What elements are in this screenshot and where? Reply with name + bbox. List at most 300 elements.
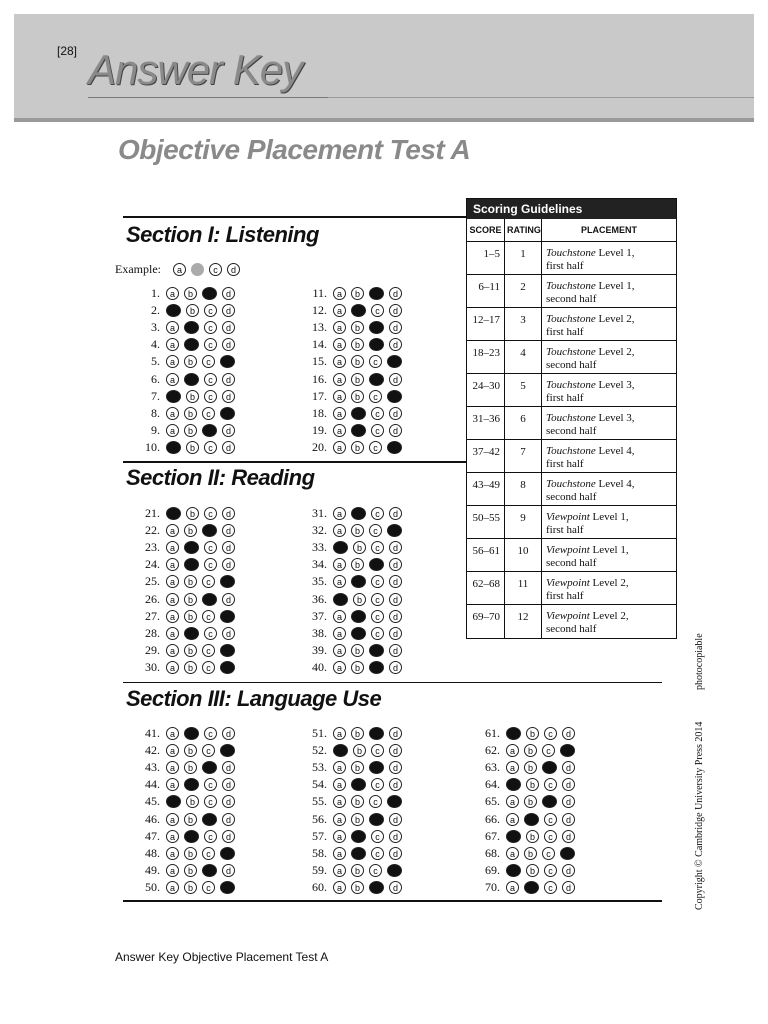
bubble-filled (220, 744, 235, 757)
bubble-b: b (184, 761, 197, 774)
question-number: 14. (312, 337, 327, 352)
answer-row (295, 573, 407, 590)
bubble-c: c (202, 610, 215, 623)
answer-row (128, 353, 240, 370)
bubble-filled (184, 830, 199, 843)
bubble-c: c (371, 610, 384, 623)
bubble-a: a (333, 627, 346, 640)
bubble-c: c (204, 541, 217, 554)
bubble-filled (333, 593, 348, 606)
question-number: 54. (312, 777, 327, 792)
bubble-d: d (222, 304, 235, 317)
bubble-b: b (184, 864, 197, 877)
question-number: 19. (312, 422, 327, 437)
bubble-b: b (186, 795, 199, 808)
placement: Touchstone Level 3, second half (546, 412, 635, 437)
bubble-filled (351, 778, 366, 791)
bubble-filled (351, 304, 366, 317)
bubble-filled (542, 761, 557, 774)
bubble-b: b (184, 424, 197, 437)
answer-row (468, 793, 580, 810)
answer-row (128, 591, 240, 608)
col-header-rating: RATING (505, 219, 542, 241)
bubble-c: c (544, 813, 557, 826)
bubble-c: c (204, 373, 217, 386)
answer-row (295, 759, 407, 776)
bubble-c: c (202, 661, 215, 674)
score-range: 31–36 (467, 407, 505, 439)
rating: 7 (505, 440, 542, 472)
bubble-a: a (166, 373, 179, 386)
question-number: 30. (145, 659, 160, 674)
question-number: 1. (151, 286, 160, 300)
bubble-c: c (369, 864, 382, 877)
bubble-filled (166, 441, 181, 454)
bubble-c: c (369, 441, 382, 454)
score-range: 24–30 (467, 374, 505, 406)
bubble-a: a (506, 847, 519, 860)
answer-row (128, 505, 240, 522)
placement: Touchstone Level 4, first half (546, 445, 635, 470)
answer-row (128, 811, 240, 828)
bubble-c: c (544, 830, 557, 843)
bubble-filled (560, 847, 575, 860)
answer-row (128, 845, 240, 862)
bubble-a: a (333, 373, 346, 386)
bubble-a: a (166, 778, 179, 791)
bubble-filled (184, 558, 199, 571)
question-number: 37. (312, 608, 327, 623)
answer-row (295, 371, 407, 388)
bubble-d: d (222, 795, 235, 808)
answer-row (128, 371, 240, 388)
question-number: 33. (312, 540, 327, 555)
bubble-filled (369, 373, 384, 386)
bubble-filled (220, 661, 235, 674)
bubble-a: a (333, 287, 346, 300)
bubble-c: c (371, 407, 384, 420)
scoring-row (467, 275, 676, 308)
answer-row (128, 422, 240, 439)
bubble-a: a (166, 321, 179, 334)
bubble-filled (166, 304, 181, 317)
bubble-filled (506, 830, 521, 843)
question-number: 48. (145, 845, 160, 860)
bubble-c: c (209, 263, 222, 276)
question-number: 39. (312, 642, 327, 657)
bubble-c: c (542, 744, 555, 757)
answer-row (128, 319, 240, 336)
bubble-c: c (204, 321, 217, 334)
answer-row (128, 776, 240, 793)
bubble-filled (202, 424, 217, 437)
bubble-filled (202, 813, 217, 826)
bubble-a: a (333, 390, 346, 403)
bubble-a: a (333, 644, 346, 657)
bubble-c: c (204, 304, 217, 317)
bubble-d: d (222, 524, 235, 537)
bubble-b: b (524, 761, 537, 774)
bubble-filled (333, 744, 348, 757)
bubble-a: a (333, 321, 346, 334)
bubble-b: b (351, 661, 364, 674)
scoring-table-heading: Scoring Guidelines (467, 199, 676, 219)
bubble-a: a (166, 524, 179, 537)
bubble-a: a (333, 558, 346, 571)
bubble-c: c (371, 778, 384, 791)
section-rule (123, 682, 662, 683)
bubble-b: b (184, 593, 197, 606)
bubble-filled (191, 263, 204, 276)
question-number: 3. (151, 320, 160, 335)
bubble-filled (560, 744, 575, 757)
bubble-filled (184, 373, 199, 386)
answer-row (128, 302, 240, 319)
bubble-d: d (222, 441, 235, 454)
question-number: 20. (312, 439, 327, 454)
bubble-c: c (202, 644, 215, 657)
bubble-filled (351, 830, 366, 843)
question-number: 9. (151, 422, 160, 437)
answer-row (295, 405, 407, 422)
bubble-a: a (166, 541, 179, 554)
bubble-d: d (222, 627, 235, 640)
question-number: 27. (145, 608, 160, 623)
rating: 9 (505, 506, 542, 538)
rating: 11 (505, 572, 542, 604)
bubble-d: d (222, 778, 235, 791)
bubble-filled (369, 558, 384, 571)
bubble-d: d (389, 575, 402, 588)
bubble-d: d (562, 881, 575, 894)
question-number: 18. (312, 405, 327, 420)
question-number: 31. (312, 506, 327, 520)
question-number: 41. (145, 726, 160, 740)
score-range: 50–55 (467, 506, 505, 538)
bubble-filled (506, 727, 521, 740)
bubble-a: a (166, 881, 179, 894)
bubble-c: c (371, 627, 384, 640)
bubble-b: b (184, 813, 197, 826)
bubble-b: b (351, 795, 364, 808)
bubble-d: d (389, 847, 402, 860)
bubble-c: c (204, 627, 217, 640)
bubble-c: c (204, 338, 217, 351)
bubble-a: a (166, 287, 179, 300)
rating: 4 (505, 341, 542, 373)
question-number: 61. (485, 726, 500, 740)
bubble-filled (369, 813, 384, 826)
bubble-filled (506, 778, 521, 791)
bubble-a: a (166, 727, 179, 740)
question-number: 62. (485, 743, 500, 758)
answer-row (128, 725, 240, 742)
bubble-a: a (166, 813, 179, 826)
answer-row (468, 811, 580, 828)
scoring-row (467, 440, 676, 473)
bubble-d: d (562, 778, 575, 791)
section-rule (123, 216, 466, 218)
bubble-d: d (389, 373, 402, 386)
scoring-row (467, 341, 676, 374)
placement: Touchstone Level 1, first half (546, 247, 635, 272)
bubble-c: c (202, 575, 215, 588)
bubble-d: d (222, 593, 235, 606)
bubble-b: b (351, 558, 364, 571)
bubble-b: b (524, 795, 537, 808)
question-number: 6. (151, 371, 160, 386)
answer-row (295, 539, 407, 556)
bubble-filled (369, 644, 384, 657)
bubble-d: d (389, 287, 402, 300)
bubble-d: d (389, 407, 402, 420)
placement: Viewpoint Level 2, first half (546, 577, 629, 602)
question-number: 7. (151, 388, 160, 403)
bubble-filled (333, 541, 348, 554)
section-reading-heading: Section II: Reading (126, 465, 315, 490)
bubble-d: d (222, 761, 235, 774)
bubble-c: c (371, 830, 384, 843)
answer-row (468, 776, 580, 793)
bubble-c: c (371, 575, 384, 588)
bubble-d: d (389, 830, 402, 843)
bubble-filled (202, 593, 217, 606)
bubble-a: a (333, 424, 346, 437)
bubble-filled (351, 407, 366, 420)
section-language-heading: Section III: Language Use (126, 686, 382, 711)
bubble-a: a (166, 407, 179, 420)
question-number: 2. (151, 303, 160, 318)
bubble-filled (202, 287, 217, 300)
bubble-d: d (222, 287, 235, 300)
answer-row (128, 625, 240, 642)
bubble-b: b (351, 524, 364, 537)
answer-row (128, 742, 240, 759)
bubble-d: d (389, 338, 402, 351)
bubble-b: b (186, 304, 199, 317)
question-number: 35. (312, 574, 327, 589)
bubble-a: a (333, 761, 346, 774)
placement: Touchstone Level 2, first half (546, 313, 635, 338)
bubble-a: a (506, 813, 519, 826)
bubble-a: a (333, 524, 346, 537)
bubble-b: b (184, 407, 197, 420)
rating: 1 (505, 242, 542, 274)
bubble-c: c (544, 864, 557, 877)
answer-row (128, 642, 240, 659)
scoring-table-body (467, 242, 676, 638)
question-number: 67. (485, 828, 500, 843)
scoring-table-header-row (467, 219, 676, 242)
bubble-c: c (204, 558, 217, 571)
bubble-a: a (333, 507, 346, 520)
answer-row (468, 828, 580, 845)
question-number: 12. (312, 303, 327, 318)
answer-row (128, 522, 240, 539)
bubble-d: d (389, 507, 402, 520)
answer-row (295, 811, 407, 828)
question-number: 68. (485, 845, 500, 860)
bubble-a: a (166, 424, 179, 437)
bubble-d: d (389, 727, 402, 740)
answer-row (295, 336, 407, 353)
bubble-filled (220, 355, 235, 368)
bubble-c: c (371, 304, 384, 317)
answer-row (128, 759, 240, 776)
score-range: 37–42 (467, 440, 505, 472)
bubble-b: b (351, 761, 364, 774)
placement: Viewpoint Level 2, second half (546, 610, 629, 635)
bubble-filled (184, 321, 199, 334)
placement: Viewpoint Level 1, first half (546, 511, 629, 536)
bubble-filled (184, 627, 199, 640)
bubble-d: d (222, 507, 235, 520)
bubble-filled (351, 575, 366, 588)
question-number: 40. (312, 659, 327, 674)
bubble-filled (369, 881, 384, 894)
bubble-d: d (562, 864, 575, 877)
score-range: 6–11 (467, 275, 505, 307)
question-number: 26. (145, 591, 160, 606)
bubble-b: b (184, 524, 197, 537)
bubble-c: c (371, 507, 384, 520)
bubble-b: b (524, 847, 537, 860)
question-number: 25. (145, 574, 160, 589)
question-number: 45. (145, 794, 160, 809)
bubble-b: b (353, 541, 366, 554)
bubble-c: c (369, 795, 382, 808)
bubble-b: b (184, 287, 197, 300)
scoring-row (467, 605, 676, 638)
bubble-filled (184, 778, 199, 791)
answer-row (295, 302, 407, 319)
bubble-a: a (333, 441, 346, 454)
scoring-table (466, 198, 677, 639)
question-number: 5. (151, 354, 160, 369)
question-number: 52. (312, 743, 327, 758)
answer-row (468, 742, 580, 759)
score-range: 62–68 (467, 572, 505, 604)
bubble-b: b (526, 830, 539, 843)
bubble-b: b (351, 727, 364, 740)
bubble-c: c (204, 795, 217, 808)
bubble-d: d (389, 424, 402, 437)
bubble-d: d (389, 321, 402, 334)
question-number: 22. (145, 523, 160, 538)
bubble-d: d (562, 761, 575, 774)
bubble-filled (387, 355, 402, 368)
question-number: 8. (151, 405, 160, 420)
bubble-filled (369, 321, 384, 334)
question-number: 32. (312, 523, 327, 538)
bubble-d: d (222, 830, 235, 843)
rating: 2 (505, 275, 542, 307)
answer-row (295, 285, 407, 302)
bubble-filled (351, 847, 366, 860)
answer-row (295, 659, 407, 676)
question-number: 36. (312, 591, 327, 606)
test-title: Objective Placement Test A (118, 134, 471, 165)
bubble-a: a (333, 778, 346, 791)
question-number: 28. (145, 625, 160, 640)
answer-row (295, 353, 407, 370)
bubble-filled (351, 627, 366, 640)
bubble-b: b (351, 644, 364, 657)
question-number: 42. (145, 743, 160, 758)
bubble-d: d (389, 661, 402, 674)
question-number: 10. (145, 439, 160, 454)
scoring-row (467, 407, 676, 440)
bubble-b: b (351, 355, 364, 368)
answer-row (295, 422, 407, 439)
question-number: 24. (145, 557, 160, 572)
bubble-d: d (389, 881, 402, 894)
bubble-c: c (369, 390, 382, 403)
col-header-placement: PLACEMENT (581, 225, 637, 235)
answer-row (468, 879, 580, 896)
bubble-d: d (222, 558, 235, 571)
bubble-b: b (351, 441, 364, 454)
bubble-d: d (389, 593, 402, 606)
scoring-row (467, 506, 676, 539)
bubble-a: a (173, 263, 186, 276)
bubble-d: d (389, 304, 402, 317)
bubble-a: a (166, 558, 179, 571)
bubble-filled (220, 407, 235, 420)
bubble-a: a (166, 661, 179, 674)
bubble-a: a (166, 761, 179, 774)
bubble-b: b (184, 610, 197, 623)
question-number: 66. (485, 811, 500, 826)
section-listening-heading: Section I: Listening (126, 222, 319, 247)
bubble-a: a (506, 795, 519, 808)
bubble-b: b (184, 881, 197, 894)
bubble-a: a (333, 881, 346, 894)
bubble-c: c (371, 424, 384, 437)
question-number: 63. (485, 760, 500, 775)
bubble-a: a (166, 744, 179, 757)
bubble-c: c (544, 727, 557, 740)
bubble-a: a (333, 407, 346, 420)
bubble-a: a (166, 830, 179, 843)
bubble-c: c (202, 355, 215, 368)
bubble-a: a (166, 627, 179, 640)
bubble-a: a (506, 761, 519, 774)
bubble-a: a (506, 744, 519, 757)
question-number: 49. (145, 862, 160, 877)
answer-row (468, 845, 580, 862)
photocopiable-note: photocopiable (694, 633, 705, 690)
answer-row (128, 828, 240, 845)
bubble-filled (202, 864, 217, 877)
score-range: 43–49 (467, 473, 505, 505)
answer-row (468, 759, 580, 776)
bubble-d: d (389, 558, 402, 571)
question-number: 59. (312, 862, 327, 877)
bubble-b: b (351, 338, 364, 351)
question-number: 23. (145, 540, 160, 555)
answer-row (295, 591, 407, 608)
bubble-filled (369, 287, 384, 300)
bubble-a: a (506, 881, 519, 894)
answer-row (468, 862, 580, 879)
bubble-d: d (222, 813, 235, 826)
bubble-c: c (371, 593, 384, 606)
bubble-filled (369, 761, 384, 774)
placement: Touchstone Level 2, second half (546, 346, 635, 371)
bubble-filled (220, 644, 235, 657)
bubble-b: b (186, 390, 199, 403)
